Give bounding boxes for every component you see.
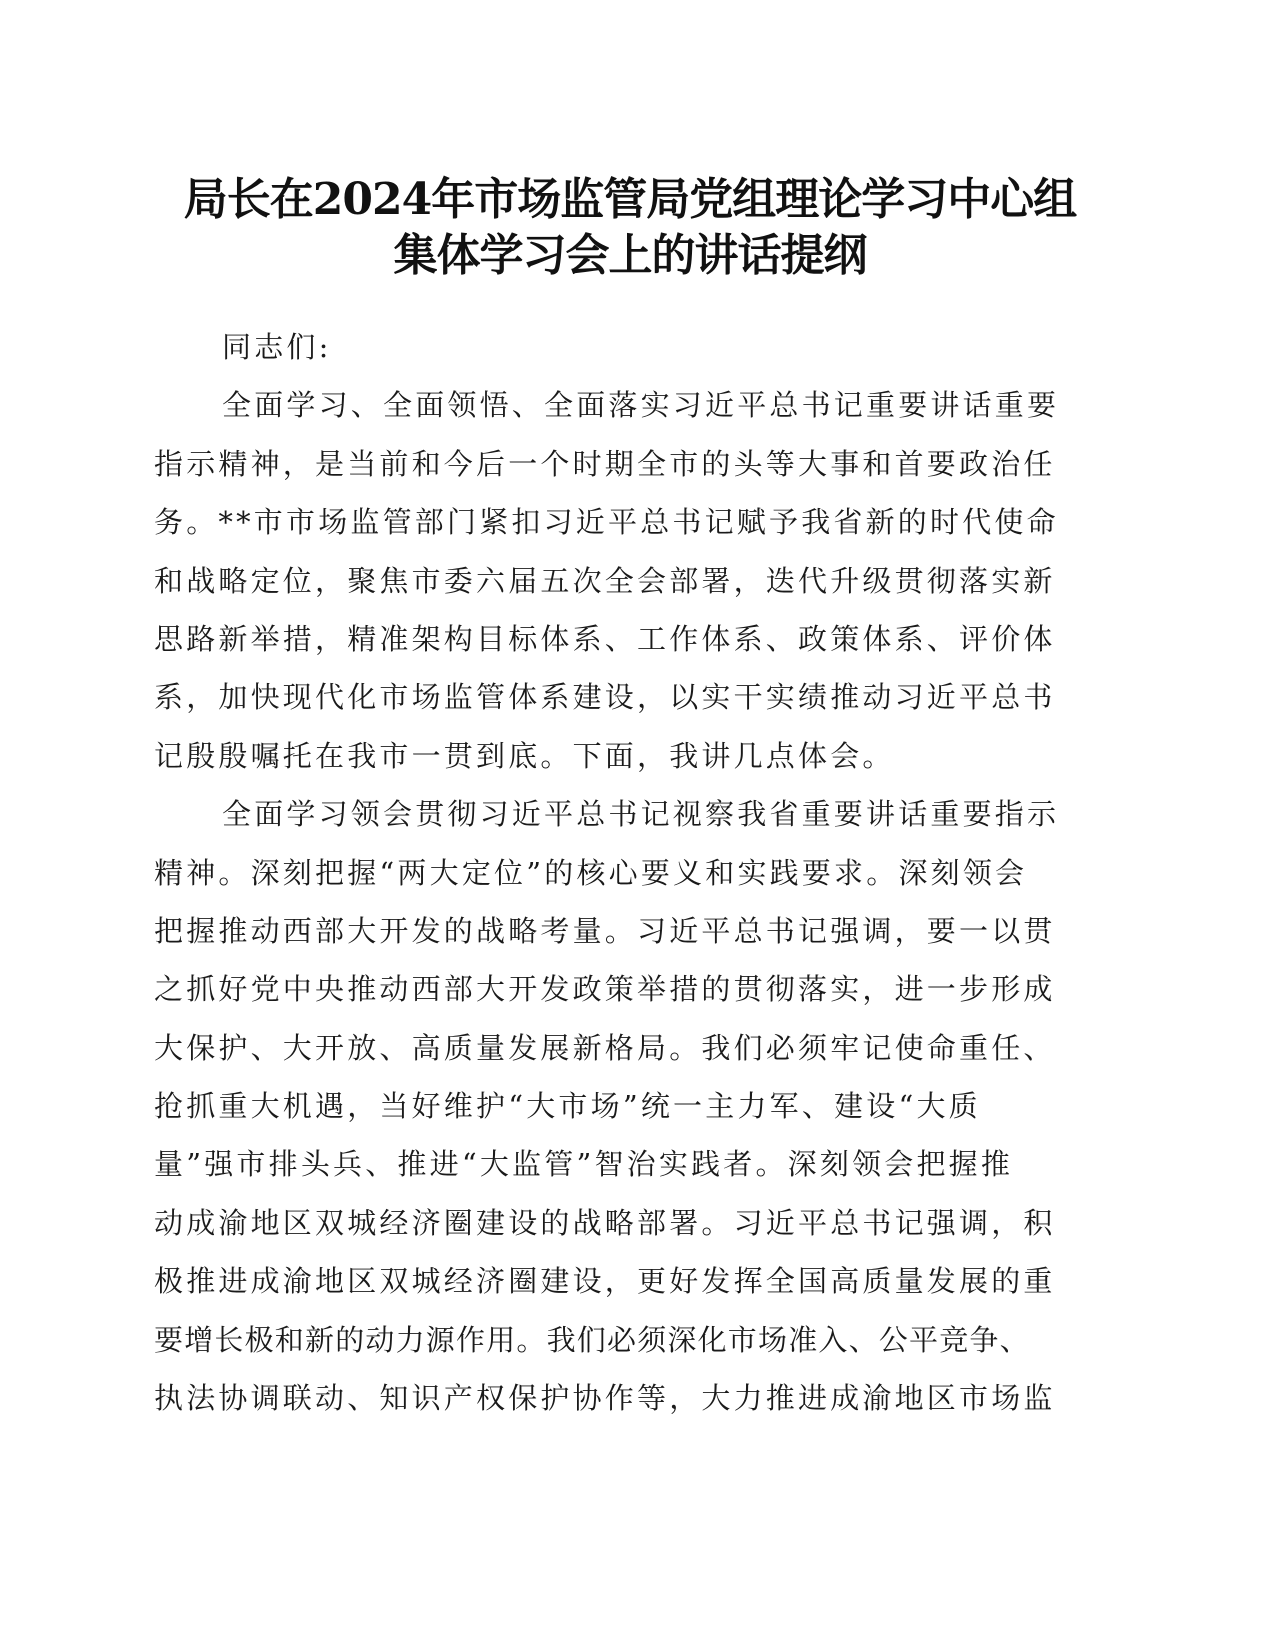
paragraph-1-line: 记殷殷嘱托在我市一贯到底。下面，我讲几点体会。: [154, 738, 895, 773]
paragraph-2-line: 精神。深刻把握“两大定位”的核心要义和实践要求。深刻领会: [154, 855, 1028, 890]
paragraph-2-line: 大保护、大开放、高质量发展新格局。我们必须牢记使命重任、: [154, 1030, 1056, 1065]
document-title: [140, 172, 1120, 284]
salutation: 同志们:: [222, 330, 332, 364]
title-line-1: 局长在2024年市场监管局党组理论学习中心组: [183, 174, 1077, 225]
paragraph-2-line: 把握推动西部大开发的战略考量。习近平总书记强调，要一以贯: [154, 913, 1056, 948]
title-line-2: 集体学习会上的讲话提纲: [393, 230, 867, 281]
paragraph-1-line: 和战略定位，聚焦市委六届五次全会部署，迭代升级贯彻落实新: [154, 563, 1056, 598]
paragraph-1-line: 务。**市市场监管部门紧扣习近平总书记赋予我省新的时代使命: [154, 505, 1059, 540]
paragraph-2-line: 动成渝地区双城经济圈建设的战略部署。习近平总书记强调，积: [154, 1205, 1056, 1240]
paragraph-1-line: 系，加快现代化市场监管体系建设，以实干实绩推动习近平总书: [154, 680, 1056, 715]
document-body: [154, 318, 1120, 1427]
paragraph-2-line: 要增长极和新的动力源作用。我们必须深化市场准入、公平竞争、: [154, 1322, 1030, 1357]
paragraph-2-line: 执法协调联动、知识产权保护协作等，大力推进成渝地区市场监: [154, 1381, 1056, 1416]
paragraph-1-line: 思路新举措，精准架构目标体系、工作体系、政策体系、评价体: [154, 621, 1056, 656]
paragraph-2-line: 之抓好党中央推动西部大开发政策举措的贯彻落实，进一步形成: [154, 972, 1056, 1007]
paragraph-2-line: 抢抓重大机遇，当好维护“大市场”统一主力军、建设“大质: [154, 1089, 981, 1124]
paragraph-2-line: 全面学习领会贯彻习近平总书记视察我省重要讲话重要指示: [222, 797, 1060, 832]
paragraph-1-line: 指示精神，是当前和今后一个时期全市的头等大事和首要政治任: [154, 446, 1056, 481]
paragraph-2-line: 极推进成渝地区双城经济圈建设，更好发挥全国高质量发展的重: [154, 1264, 1056, 1299]
paragraph-1-line: 全面学习、全面领悟、全面落实习近平总书记重要讲话重要: [222, 388, 1060, 423]
paragraph-2-line: 量”强市排头兵、推进“大监管”智治实践者。深刻领会把握推: [154, 1147, 1014, 1182]
